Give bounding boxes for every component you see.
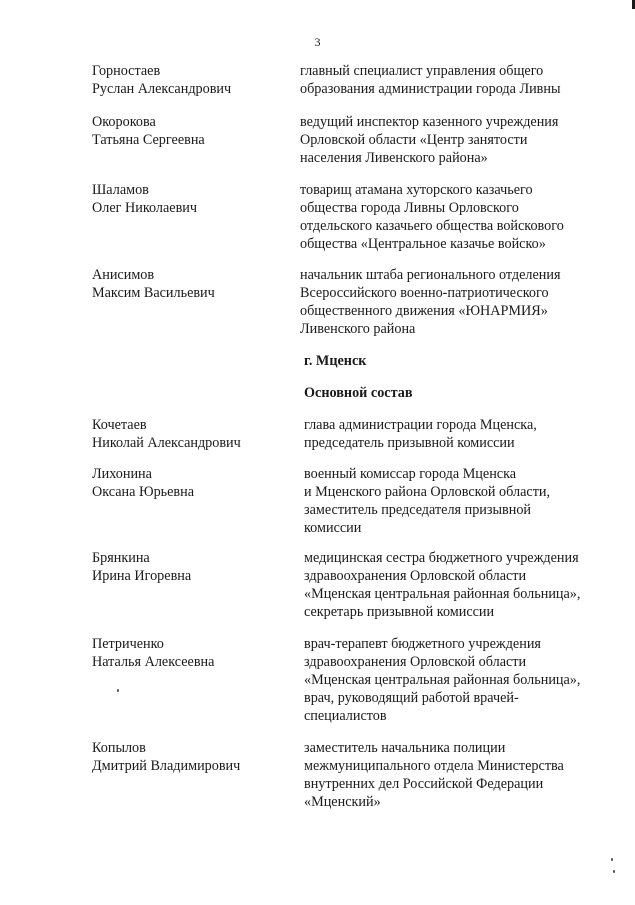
scan-speck bbox=[613, 870, 615, 873]
section-composition-heading: Основной состав bbox=[304, 385, 413, 401]
member-role: врач-терапевт бюджетного учреждения здравоохранения Орловской области «Мценская центральная районная больница», врач, руководящий работой врачей- специалистов bbox=[304, 636, 581, 724]
member-name: Петриченко Наталья Алексеевна bbox=[92, 636, 215, 670]
member-role: заместитель начальника полиции межмуниципального отдела Министерства внутренних дел Российской Федерации «Мценский» bbox=[304, 740, 564, 810]
page-number: 3 bbox=[314, 35, 321, 49]
member-name: Окорокова Татьяна Сергеевна bbox=[92, 114, 205, 148]
member-name: Копылов Дмитрий Владимирович bbox=[92, 740, 241, 774]
member-name: Кочетаев Николай Александрович bbox=[92, 417, 241, 451]
member-name: Анисимов Максим Васильевич bbox=[92, 267, 215, 301]
member-role: ведущий инспектор казенного учреждения Орловской области «Центр занятости населения Ливенского района» bbox=[300, 114, 559, 166]
member-name: Горностаев Руслан Александрович bbox=[92, 63, 232, 97]
member-name: Лихонина Оксана Юрьевна bbox=[92, 466, 195, 500]
member-role: военный комиссар города Мценска и Мценского района Орловской области, заместитель председателя призывной комиссии bbox=[304, 466, 551, 536]
member-role: начальник штаба регионального отделения Всероссийского военно-патриотического общественного движения «ЮНАРМИЯ» Ливенского района bbox=[300, 267, 561, 337]
member-role: товарищ атамана хуторского казачьего общества города Ливны Орловского отдельского казачьего общества войскового общества «Центральное казачье войско» bbox=[300, 182, 564, 252]
scan-speck bbox=[611, 858, 613, 861]
scan-speck bbox=[117, 689, 119, 692]
member-name: Брянкина Ирина Игоревна bbox=[92, 550, 192, 584]
section-city-heading: г. Мценск bbox=[304, 353, 367, 369]
member-role: глава администрации города Мценска, председатель призывной комиссии bbox=[304, 417, 537, 451]
member-role: медицинская сестра бюджетного учреждения здравоохранения Орловской области «Мценская центральная районная больница», секретарь призывной комиссии bbox=[304, 550, 581, 620]
member-name: Шаламов Олег Николаевич bbox=[92, 182, 198, 216]
member-role: главный специалист управления общего образования администрации города Ливны bbox=[300, 63, 561, 97]
